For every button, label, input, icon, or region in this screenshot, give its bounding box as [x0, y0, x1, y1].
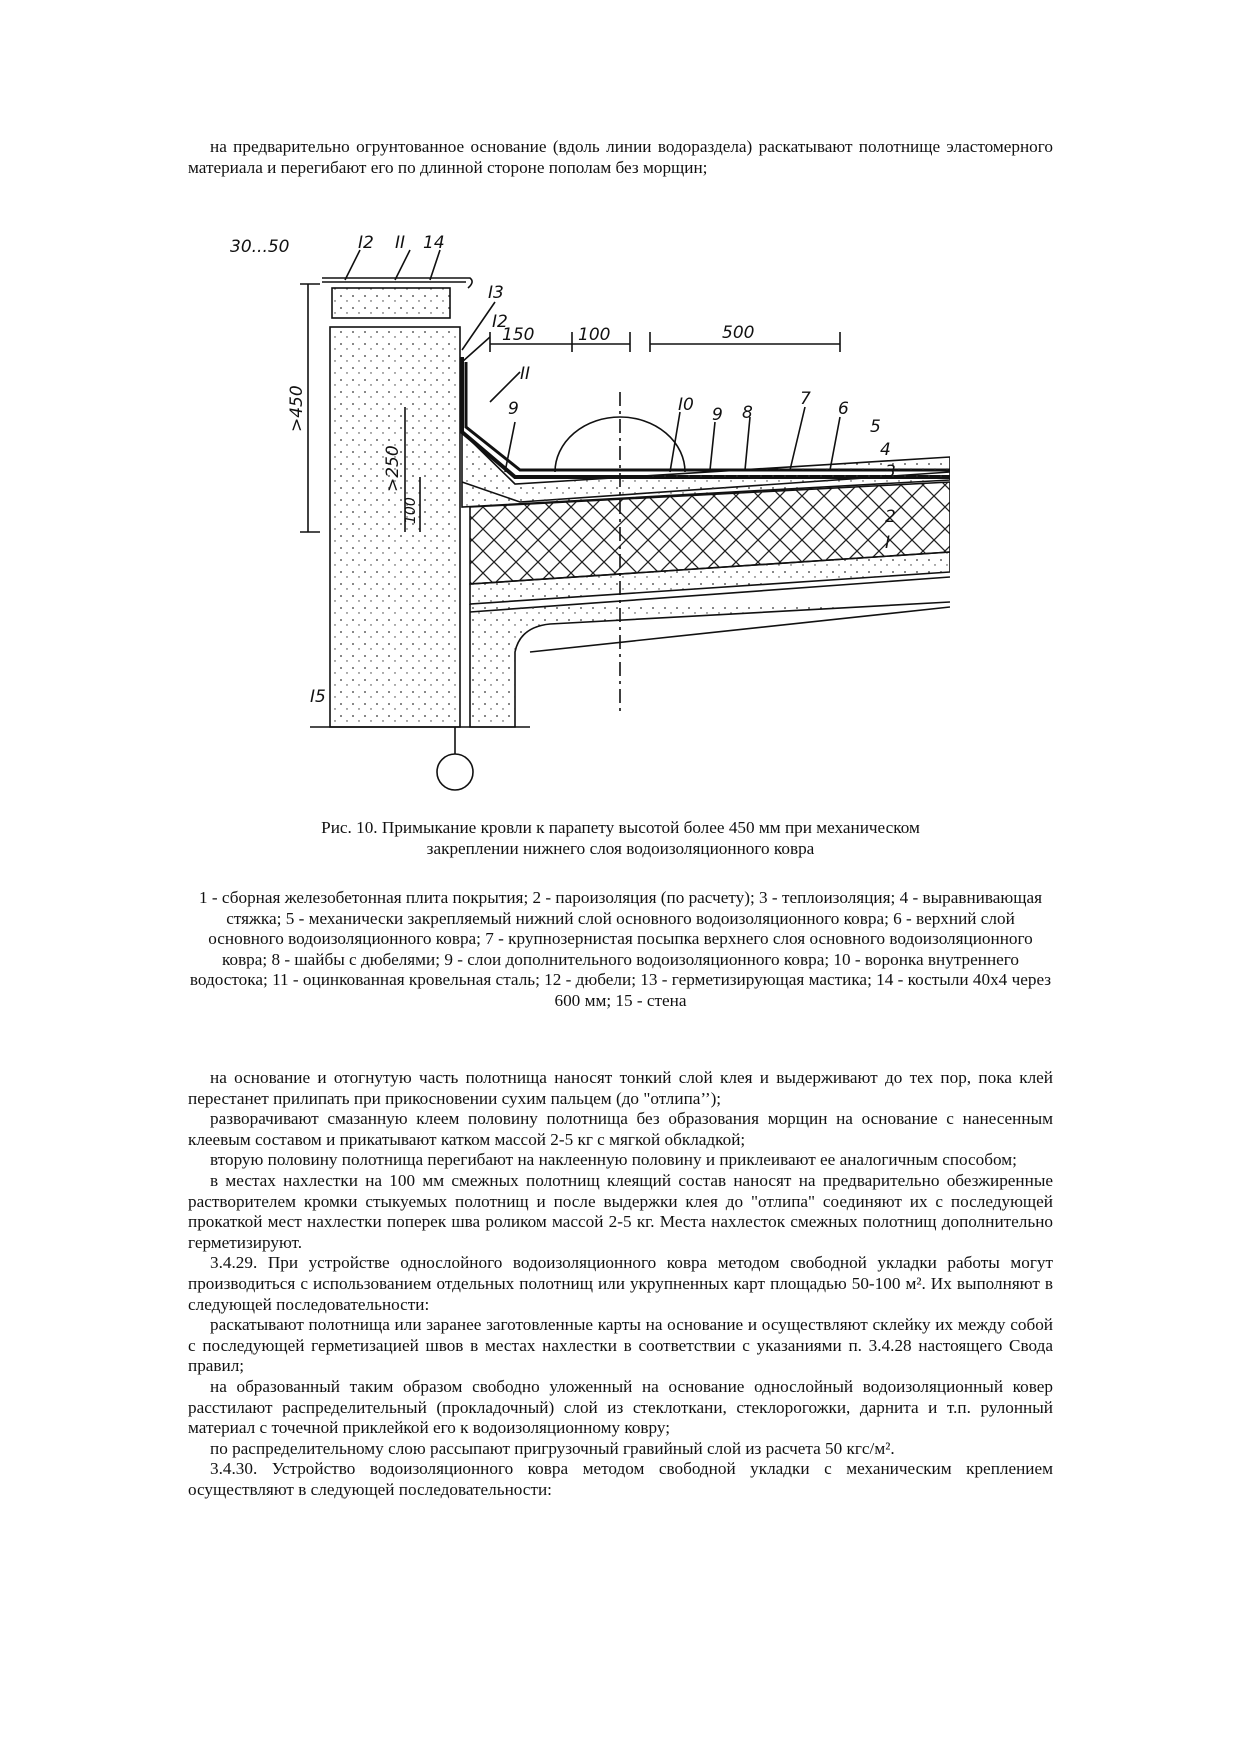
label-1: I: [885, 533, 891, 553]
label-6: 6: [838, 399, 849, 419]
paragraph: вторую половину полотнища перегибают на наклеенную половину и приклеивают ее аналогичным способом;: [210, 1150, 1017, 1170]
label-13: I3: [488, 283, 504, 303]
roof-parapet-diagram: [230, 232, 950, 812]
label-2: 2: [885, 507, 896, 527]
label-7: 7: [800, 389, 811, 409]
paragraph: на образованный таким образом свободно уложенный на основание однослойный водоизоляционный ковер расстилают распределительный (прокладочный) слой из стеклоткани, стеклорогожки, дарнита и т.п. рулонный материал с точечной приклейкой его к водоизоляционному ковру;: [188, 1376, 1053, 1438]
paragraph: на основание и отогнутую часть полотнища наносят тонкий слой клея и выдерживают до тех пор, пока клей перестанет прилипать при прикосновении сухим пальцем (до "отлипа’’);: [188, 1068, 1053, 1108]
label-12: I2: [358, 233, 374, 253]
label-14: 14: [423, 233, 445, 253]
paragraph: по распределительному слою рассыпают пригрузочный гравийный слой из расчета 50 кгс/м².: [210, 1438, 895, 1458]
paragraph: в местах нахлестки на 100 мм смежных полотнищ клеящий состав наносят на предварительно обезжиренные растворителем кромки стыкуемых полотнищ и после выдержки клея до "отлипа" соединяют их с последующей прокаткой мест нахлестки поперек шва роликом массой 2-5 кг. Места нахлесток смежных полотнищ дополнительно герметизируют.: [188, 1170, 1053, 1252]
dim-450: >450: [287, 385, 307, 432]
label-8: 8: [742, 403, 753, 423]
caption-line-2: закреплении нижнего слоя водоизоляционного ковра: [426, 838, 815, 858]
dim-gap: 30...50: [230, 237, 290, 257]
dim-100: 100: [578, 325, 611, 345]
label-5: 5: [870, 417, 881, 437]
intro-paragraph: на предварительно огрунтованное основание (вдоль линии водораздела) раскатывают полотнище эластомерного материала и перегибают его по длинной стороне пополам без морщин;: [188, 137, 1053, 177]
label-12-b: I2: [492, 312, 508, 332]
paragraph-3-4-29: 3.4.29. При устройстве однослойного водоизоляционного ковра методом свободной укладки работы могут производиться с использованием отдельных полотнищ или укрупненных карт площадью 50-100 м². Их выполняют в следующей последовательности:: [188, 1253, 1053, 1314]
dim-150: 150: [502, 325, 535, 345]
body-text: [188, 1068, 1053, 1500]
label-15: I5: [310, 687, 326, 707]
diagram-drawing: [230, 232, 950, 812]
label-9: 9: [508, 399, 519, 419]
label-9-b: 9: [712, 405, 723, 425]
paragraph-3-4-30: 3.4.30. Устройство водоизоляционного ковра методом свободной укладки с механическим креплением осуществляют в следующей последовательности:: [188, 1459, 1053, 1499]
dim-500: 500: [722, 323, 755, 343]
label-10: I0: [678, 395, 694, 415]
figure-caption: [188, 818, 1053, 859]
label-11: II: [395, 233, 406, 253]
label-11-b: II: [520, 364, 531, 384]
paragraph: раскатывают полотнища или заранее заготовленные карты на основание и осуществляют склейку их между собой с последующей герметизацией швов в местах нахлестки в соответствии с указаниями п. 3.4.28 настоящего Свода правил;: [188, 1315, 1053, 1376]
dim-100-vertical: 100: [403, 497, 419, 524]
label-3: 3: [885, 462, 896, 482]
figure-legend: 1 - сборная железобетонная плита покрытия; 2 - пароизоляция (по расчету); 3 - теплоизоляция; 4 - выравнивающая стяжка; 5 - механически закрепляемый нижний слой основного водоизоляционного ковра; 6 - верхний слой основного водоизоляционного ковра; 7 - крупнозернистая посыпка верхнего слоя основного водоизоляционного ковра; 8 - шайбы с дюбелями; 9 - слои дополнительного водоизоляционного ковра; 10 - воронка внутреннего водостока; 11 - оцинкованная кровельная сталь; 12 - дюбели; 13 - герметизирующая мастика; 14 - костыли 40х4 через 600 мм; 15 - стена: [189, 888, 1052, 1010]
dim-250: >250: [383, 445, 403, 492]
label-4: 4: [880, 440, 891, 460]
caption-line-1: Рис. 10. Примыкание кровли к парапету высотой более 450 мм при механическом: [321, 818, 920, 837]
paragraph: разворачивают смазанную клеем половину полотнища без образования морщин на основание с нанесенным клеевым составом и прикатывают катком массой 2-5 кг с мягкой обкладкой;: [188, 1109, 1053, 1149]
